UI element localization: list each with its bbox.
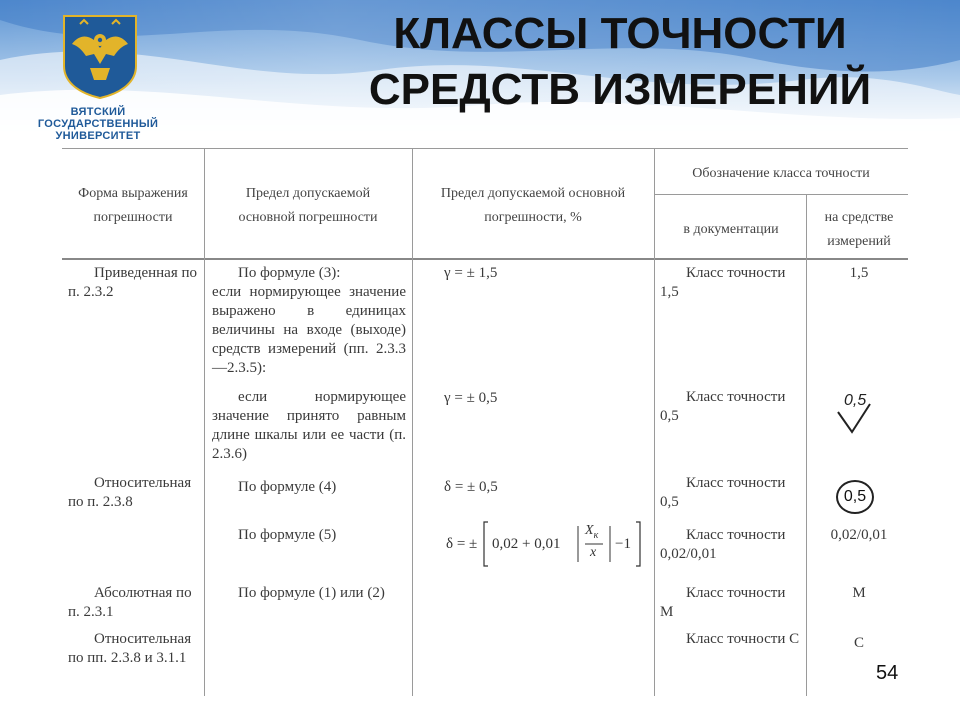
row1-instrument: 1,5 bbox=[849, 265, 869, 281]
column-divider-2 bbox=[412, 148, 413, 696]
slide-title bbox=[320, 6, 920, 118]
formula-xk bbox=[585, 523, 598, 541]
row5-limit: По формуле (1) или (2) bbox=[238, 585, 385, 601]
slide-title-line2: СРЕДСТВ ИЗМЕРЕНИЙ bbox=[368, 65, 872, 114]
row1-limit-formula: По формуле (3): bbox=[238, 265, 341, 281]
column-divider-1 bbox=[204, 148, 205, 696]
formula-xk-sub: к bbox=[593, 529, 599, 541]
formula-xk-x: X bbox=[585, 523, 594, 538]
row1-form: Приведенная по п. 2.3.2 bbox=[68, 265, 197, 300]
header-bottom-border bbox=[62, 258, 908, 260]
row6-form: Относительная по пп. 2.3.8 и 3.1.1 bbox=[68, 631, 192, 666]
slide-title-line1: КЛАССЫ ТОЧНОСТИ bbox=[393, 9, 847, 58]
university-name-line1: ВЯТСКИЙ bbox=[70, 106, 126, 118]
row4-percent-formula bbox=[440, 520, 650, 568]
row6-doc: Класс точности С bbox=[686, 631, 800, 647]
row4-doc: Класс точности 0,02/0,01 bbox=[660, 527, 786, 562]
header-in-documentation: в документации bbox=[683, 222, 779, 237]
formula-minus-one: −1 bbox=[615, 536, 631, 552]
page-number: 54 bbox=[876, 662, 899, 684]
row3-limit: По формуле (4) bbox=[238, 479, 337, 495]
row4-limit: По формуле (5) bbox=[238, 527, 337, 543]
row4-instrument: 0,02/0,01 bbox=[830, 527, 888, 543]
university-logo bbox=[60, 14, 140, 100]
row2-instrument-checkmark bbox=[834, 392, 884, 436]
row2-percent: γ = ± 0,5 bbox=[444, 390, 498, 406]
header-limit-percent: Предел допускаемой основной погрешности, % bbox=[440, 186, 626, 225]
header-on-instrument: на средстве измерений bbox=[824, 210, 894, 249]
header-group-divider bbox=[654, 194, 908, 195]
row3-percent: δ = ± 0,5 bbox=[444, 479, 498, 495]
row6-instrument: С bbox=[853, 635, 864, 651]
university-name-line3: УНИВЕРСИТЕТ bbox=[55, 130, 141, 140]
row2-instrument-value: 0,5 bbox=[844, 392, 867, 409]
row3-instrument-circle: 0,5 bbox=[836, 480, 874, 514]
row3-doc: Класс точности 0,5 bbox=[660, 475, 786, 510]
row2-limit: если нормирующее значение принято равным длине шкалы или ее части (п. 2.3.6) bbox=[212, 389, 406, 462]
column-divider-3 bbox=[654, 148, 655, 696]
formula-prefix: δ = ± bbox=[446, 536, 478, 552]
row2-doc: Класс точности 0,5 bbox=[660, 389, 786, 424]
row5-doc: Класс точности М bbox=[660, 585, 786, 620]
header-form: Форма выражения погрешности bbox=[78, 186, 188, 225]
row5-form: Абсолютная по п. 2.3.1 bbox=[68, 585, 192, 620]
row5-instrument: М bbox=[852, 585, 866, 601]
formula-coefficients: 0,02 + 0,01 bbox=[492, 536, 561, 552]
row1-limit-condition: если нормирующее значение выражено в единицах величины на входе (выходе) средств измерений (пп. 2.3.3—2.3.5): bbox=[212, 284, 406, 376]
header-banner bbox=[0, 0, 960, 140]
header-limit: Предел допускаемой основной погрешности bbox=[238, 186, 378, 225]
row1-percent: γ = ± 1,5 bbox=[444, 265, 498, 281]
row3-form: Относительная по п. 2.3.8 bbox=[68, 475, 192, 510]
header-class-designation: Обозначение класса точности bbox=[692, 166, 870, 181]
table-top-border bbox=[62, 148, 908, 149]
column-divider-4 bbox=[806, 194, 807, 696]
university-name-line2: ГОСУДАРСТВЕННЫЙ bbox=[37, 118, 159, 130]
formula-x: x bbox=[590, 545, 597, 560]
row1-doc: Класс точности 1,5 bbox=[660, 265, 786, 300]
accuracy-classes-table bbox=[62, 148, 908, 696]
checkmark-icon bbox=[834, 392, 884, 436]
university-name bbox=[28, 106, 168, 140]
